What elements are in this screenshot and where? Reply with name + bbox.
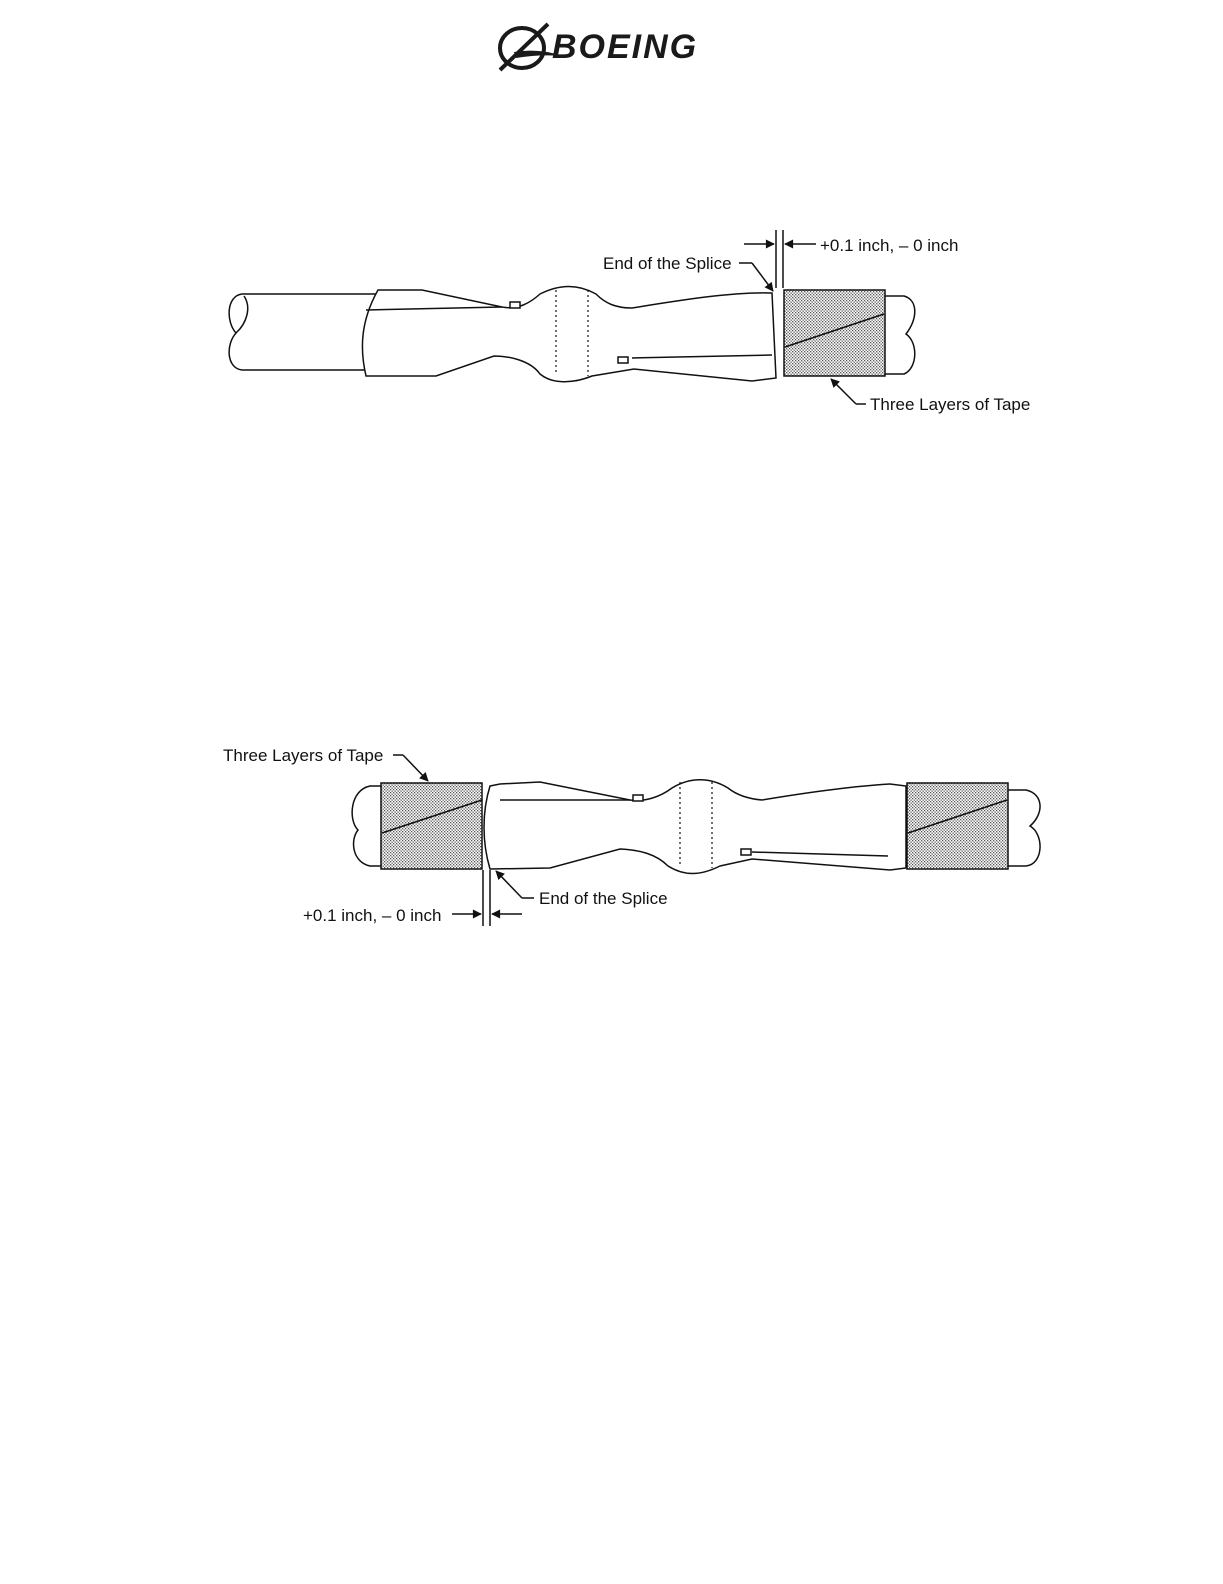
tape-wrap [784,290,915,376]
splice-sleeve [362,287,776,382]
wire-bundle-left [229,294,378,370]
end-of-splice-label: End of the Splice [539,889,668,908]
tape-wrap-right [907,783,1040,869]
splice-diagram-bottom [223,746,1040,926]
tolerance-label: +0.1 inch, – 0 inch [820,236,959,255]
tape-wrap-left [381,783,482,869]
end-of-splice-label: End of the Splice [603,254,732,273]
tolerance-label: +0.1 inch, – 0 inch [303,906,442,925]
splice-diagram-top [229,230,1030,414]
wire-bundle-left [352,786,382,866]
tape-label: Three Layers of Tape [223,746,384,765]
tape-label: Three Layers of Tape [870,395,1031,414]
boeing-logo [500,24,698,70]
boeing-wordmark: BOEING [552,28,699,66]
splice-sleeve [484,780,906,874]
